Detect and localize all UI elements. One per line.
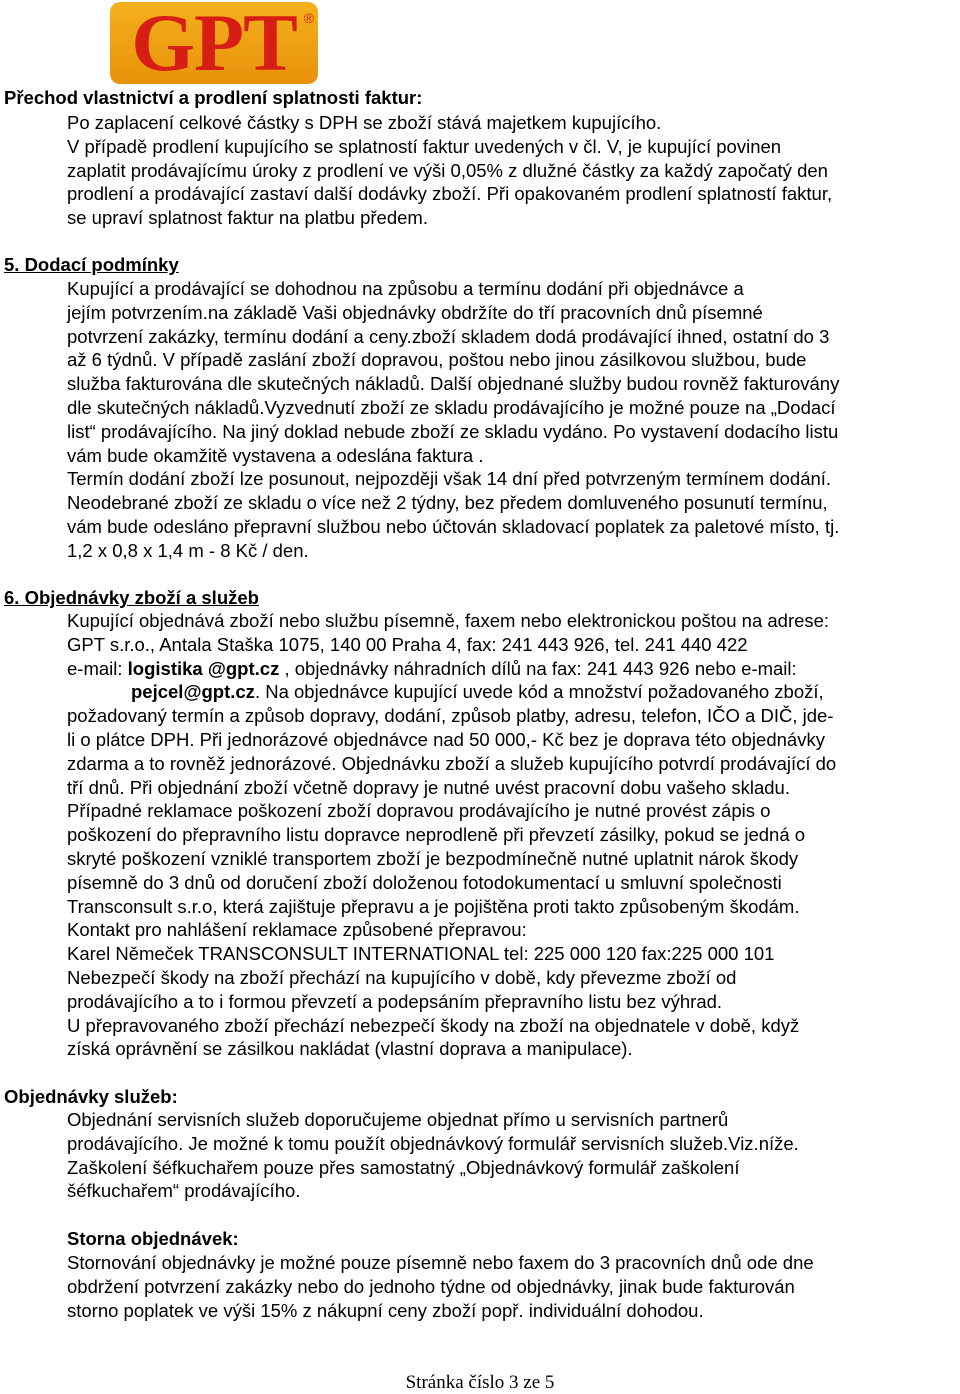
text-line: Kupující objednává zboží nebo službu písemně, faxem nebo elektronickou poštou na adrese: <box>67 610 830 631</box>
text-line: zdarma a to rovněž jednorázové. Objednávku zboží a služeb kupujícího potvrdí prodávající do <box>67 752 837 774</box>
text-line: 1,2 x 0,8 x 1,4 m - 8 Kč / den. <box>67 539 309 561</box>
text-line: Po zaplacení celkové částky s DPH se zboží stává majetkem kupujícího. <box>67 112 662 133</box>
text-line: Nebezpečí škody na zboží přechází na kupujícího v době, kdy převezme zboží od <box>67 966 737 988</box>
text-line: list“ prodávajícího. Na jiný doklad nebude zboží ze skladu vydáno. Po vystavení dodacího listu <box>67 420 839 442</box>
text-line: poškození do přepravního listu dopravce neprodleně při převzetí zásilky, pokud se jedná o <box>67 824 806 846</box>
heading-delivery-terms: 5. Dodací podmínky <box>4 254 179 275</box>
text-line: storno poplatek ve výši 15% z nákupní ceny zboží popř. individuální dohodou. <box>67 1299 704 1321</box>
text-line: tří dnů. Při objednání zboží včetně dopravy je nutné uvést pracovní dobu vašeho skladu. <box>67 776 790 798</box>
text-line: prodávajícího. Je možné k tomu použít objednávkový formulář servisních služeb.Viz.níže. <box>67 1132 799 1154</box>
text-line: Zaškolení šéfkuchařem pouze přes samostatný „Objednávkový formulář zaškolení <box>67 1156 740 1178</box>
text-line: Kontakt pro nahlášení reklamace způsobené přepravou: <box>67 919 527 941</box>
text-line: Karel Němeček TRANSCONSULT INTERNATIONAL tel: 225 000 120 fax:225 000 101 <box>67 943 775 965</box>
text-line: požadovaný termín a způsob dopravy, dodání, způsob platby, adresu, telefon, IČO a DIČ, jde- <box>67 705 834 727</box>
email-line <box>67 657 957 681</box>
email-suffix: , objednávky náhradních dílů na fax: 241 443 926 nebo e-mail: <box>279 657 797 679</box>
paragraph-ownership <box>67 111 957 230</box>
paragraph-orders <box>67 609 957 1061</box>
text-line: šéfkuchařem“ prodávajícího. <box>67 1180 301 1202</box>
text-line: se upraví splatnost faktur na platbu předem. <box>67 207 428 229</box>
heading-ownership: Přechod vlastnictví a prodlení splatnosti faktur: <box>4 87 423 108</box>
text-line: V případě prodlení kupujícího se splatností faktur uvedených v čl. V, je kupující povinen <box>67 135 782 157</box>
text-line: U přepravovaného zboží přechází nebezpečí škody na zboží na objednatele v době, když <box>67 1014 800 1036</box>
text-line: vám bude okamžitě vystavena a odeslána faktura . <box>67 444 484 466</box>
text-line-suffix: . Na objednávce kupující uvede kód a množství požadovaného zboží, <box>254 681 824 703</box>
heading-orders: 6. Objednávky zboží a služeb <box>4 587 259 608</box>
text-line: služba fakturována dle skutečných nákladů. Další objednané služby budou rovněž fakturovány <box>67 373 840 395</box>
text-line: dle skutečných nákladů.Vyzvednutí zboží ze skladu prodávajícího je možné pouze na „Dodací <box>67 396 836 418</box>
text-line: Případné reklamace poškození zboží dopravou prodávajícího je nutné provést zápis o <box>67 800 771 822</box>
text-line: GPT s.r.o., Antala Staška 1075, 140 00 Praha 4, fax: 241 443 926, tel. 241 440 422 <box>67 633 748 655</box>
email-line-2 <box>67 680 957 704</box>
registered-mark: ® <box>303 10 314 26</box>
paragraph-delivery-terms <box>67 277 957 563</box>
text-line: potvrzení zakázky, termínu dodání a ceny.zboží skladem dodá prodávající ihned, ostatní do 3 <box>67 325 830 347</box>
text-line: získá oprávnění se zásilkou nakládat (vlastní doprava a manipulace). <box>67 1038 633 1060</box>
text-line: Stornování objednávky je možné pouze písemně nebo faxem do 3 pracovních dnů ode dne <box>67 1252 814 1273</box>
text-line: jejím potvrzením.na základě Vaši objednávky obdržíte do tří pracovních dnů písemné <box>67 301 763 323</box>
text-line: Neodebrané zboží ze skladu o více než 2 týdny, bez předem domluveného posunutí termínu, <box>67 492 828 514</box>
paragraph-cancellations <box>67 1251 957 1322</box>
text-line: až 6 týdnů. V případě zaslání zboží dopravou, poštou nebo jinou zásilkovou službou, bude <box>67 349 807 371</box>
logo-text: GPT <box>131 0 297 88</box>
text-line: zaplatit prodávajícímu úroky z prodlení ve výši 0,05% z dlužné částky za každý započatý den <box>67 159 828 181</box>
email-prefix: e-mail: <box>67 657 128 679</box>
text-line: Objednání servisních služeb doporučujeme objednat přímo u servisních partnerů <box>67 1109 729 1130</box>
email-logistika[interactable]: logistika @gpt.cz <box>127 657 280 679</box>
text-line: obdržení potvrzení zakázky nebo do jednoho týdne od objednávky, jinak bude fakturován <box>67 1275 795 1297</box>
text-line: skryté poškození vzniklé transportem zboží je bezpodmínečně nutné uplatnit nárok škody <box>67 847 799 869</box>
heading-service-orders: Objednávky služeb: <box>4 1086 178 1107</box>
text-line: prodlení a prodávající zastaví další dodávky zboží. Při opakovaném prodlení splatností faktur, <box>67 183 833 205</box>
paragraph-service-orders <box>67 1108 957 1203</box>
email-pejcel[interactable]: pejcel@gpt.cz <box>131 681 255 703</box>
text-line: Termín dodání zboží lze posunout, nejpozději však 14 dní před potvrzeným termínem dodání. <box>67 468 832 490</box>
text-line: prodávajícího a to i formou převzetí a podepsáním přepravního listu bez výhrad. <box>67 990 723 1012</box>
gpt-logo <box>110 0 318 88</box>
text-line: li o plátce DPH. Při jednorázové objednávce nad 50 000,- Kč bez je doprava této objednávky <box>67 728 825 750</box>
text-line: vám bude odesláno přepravní službou nebo účtován skladovací poplatek za paletové místo, tj. <box>67 515 840 537</box>
page-number: Stránka číslo 3 ze 5 <box>405 1372 555 1393</box>
heading-cancellations: Storna objednávek: <box>67 1228 239 1249</box>
text-line: písemně do 3 dnů od doručení zboží doloženou fotodokumentací u smluvní společnosti <box>67 871 782 893</box>
text-line: Kupující a prodávající se dohodnou na způsobu a termínu dodání při objednávce a <box>67 278 744 299</box>
text-line: Transconsult s.r.o, která zajištuje přepravu a je pojištěna proti takto způsobeným škodám. <box>67 895 800 917</box>
